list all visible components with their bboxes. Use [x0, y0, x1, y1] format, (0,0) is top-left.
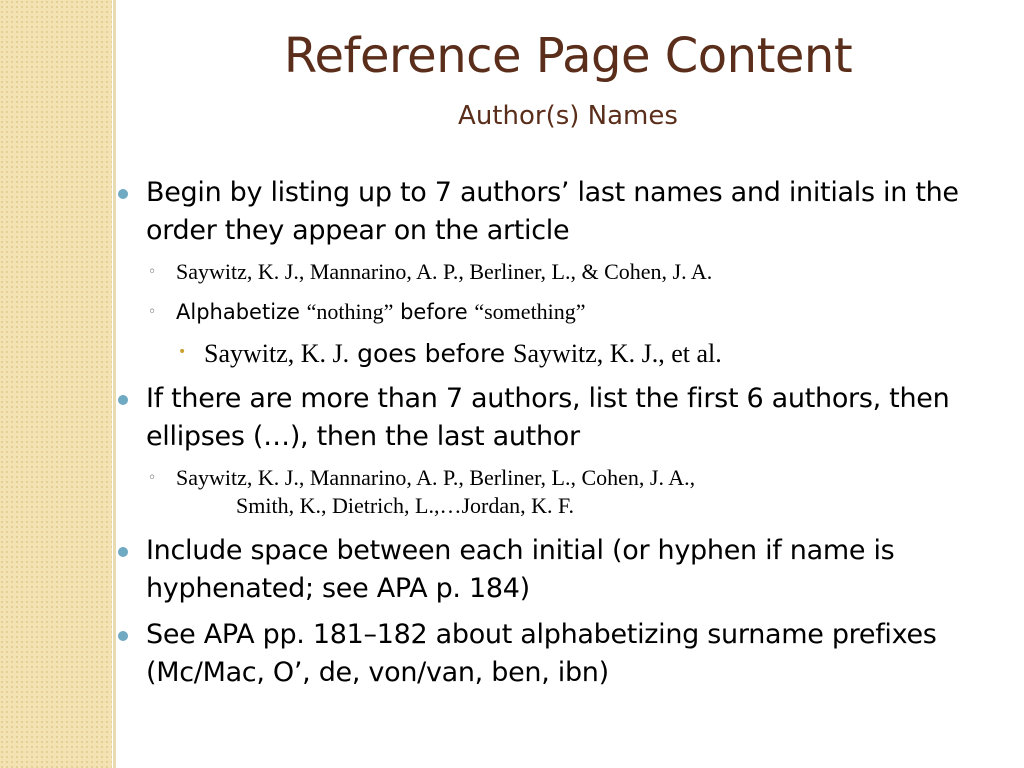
text-segment: before — [393, 300, 475, 324]
bullet-icon — [118, 547, 128, 557]
text-segment: Saywitz, K. J., et al. — [513, 339, 722, 368]
sub-bullet-text — [176, 300, 586, 324]
bullet-icon — [118, 395, 128, 405]
bullet-text: Begin by listing up to 7 authors’ last names and initials in the order they appear on the article — [146, 177, 959, 246]
sub-bullet-text: Saywitz, K. J., Mannarino, A. P., Berliner, L., & Cohen, J. A. — [176, 259, 713, 284]
text-segment: Saywitz, K. J. — [204, 339, 350, 368]
slide-title: Reference Page Content — [283, 28, 853, 84]
bullet-item-3 — [118, 532, 1018, 608]
sub-sub-bullet-item — [118, 338, 1018, 370]
sub-bullet-item — [118, 464, 1018, 520]
bullet-list — [118, 174, 1018, 700]
bullet-item-4 — [118, 616, 1018, 692]
bullet-icon — [118, 631, 128, 641]
slide-subtitle: Author(s) Names — [458, 101, 678, 131]
hollow-bullet-icon: ◦ — [148, 264, 157, 280]
bullet-item-1 — [118, 174, 1018, 250]
text-segment: Alphabetize — [176, 300, 307, 324]
text-segment: “something” — [474, 299, 586, 324]
small-bullet-icon: • — [178, 344, 187, 360]
bullet-text: See APA pp. 181–182 about alphabetizing surname prefixes (Mc/Mac, O’, de, von/van, ben, ibn) — [146, 619, 937, 688]
sub-bullet-text: Saywitz, K. J., Mannarino, A. P., Berliner, L., Cohen, J. A., — [176, 465, 696, 490]
bullet-text: If there are more than 7 authors, list the first 6 authors, then ellipses (…), then the last author — [146, 383, 950, 452]
sub-bullet-item — [118, 258, 1018, 286]
sub-bullet-item — [118, 298, 1018, 326]
decorative-side-band — [0, 0, 112, 768]
text-segment: goes before — [349, 339, 514, 368]
bullet-item-2 — [118, 380, 1018, 456]
hollow-bullet-icon: ◦ — [148, 304, 157, 320]
hollow-bullet-icon: ◦ — [148, 470, 157, 486]
bullet-icon — [118, 189, 128, 199]
text-segment: “nothing” — [306, 299, 394, 324]
sub-bullet-continuation: Smith, K., Dietrich, L.,…Jordan, K. F. — [236, 493, 574, 518]
bullet-text: Include space between each initial (or hyphen if name is hyphenated; see APA p. 184) — [146, 535, 895, 604]
